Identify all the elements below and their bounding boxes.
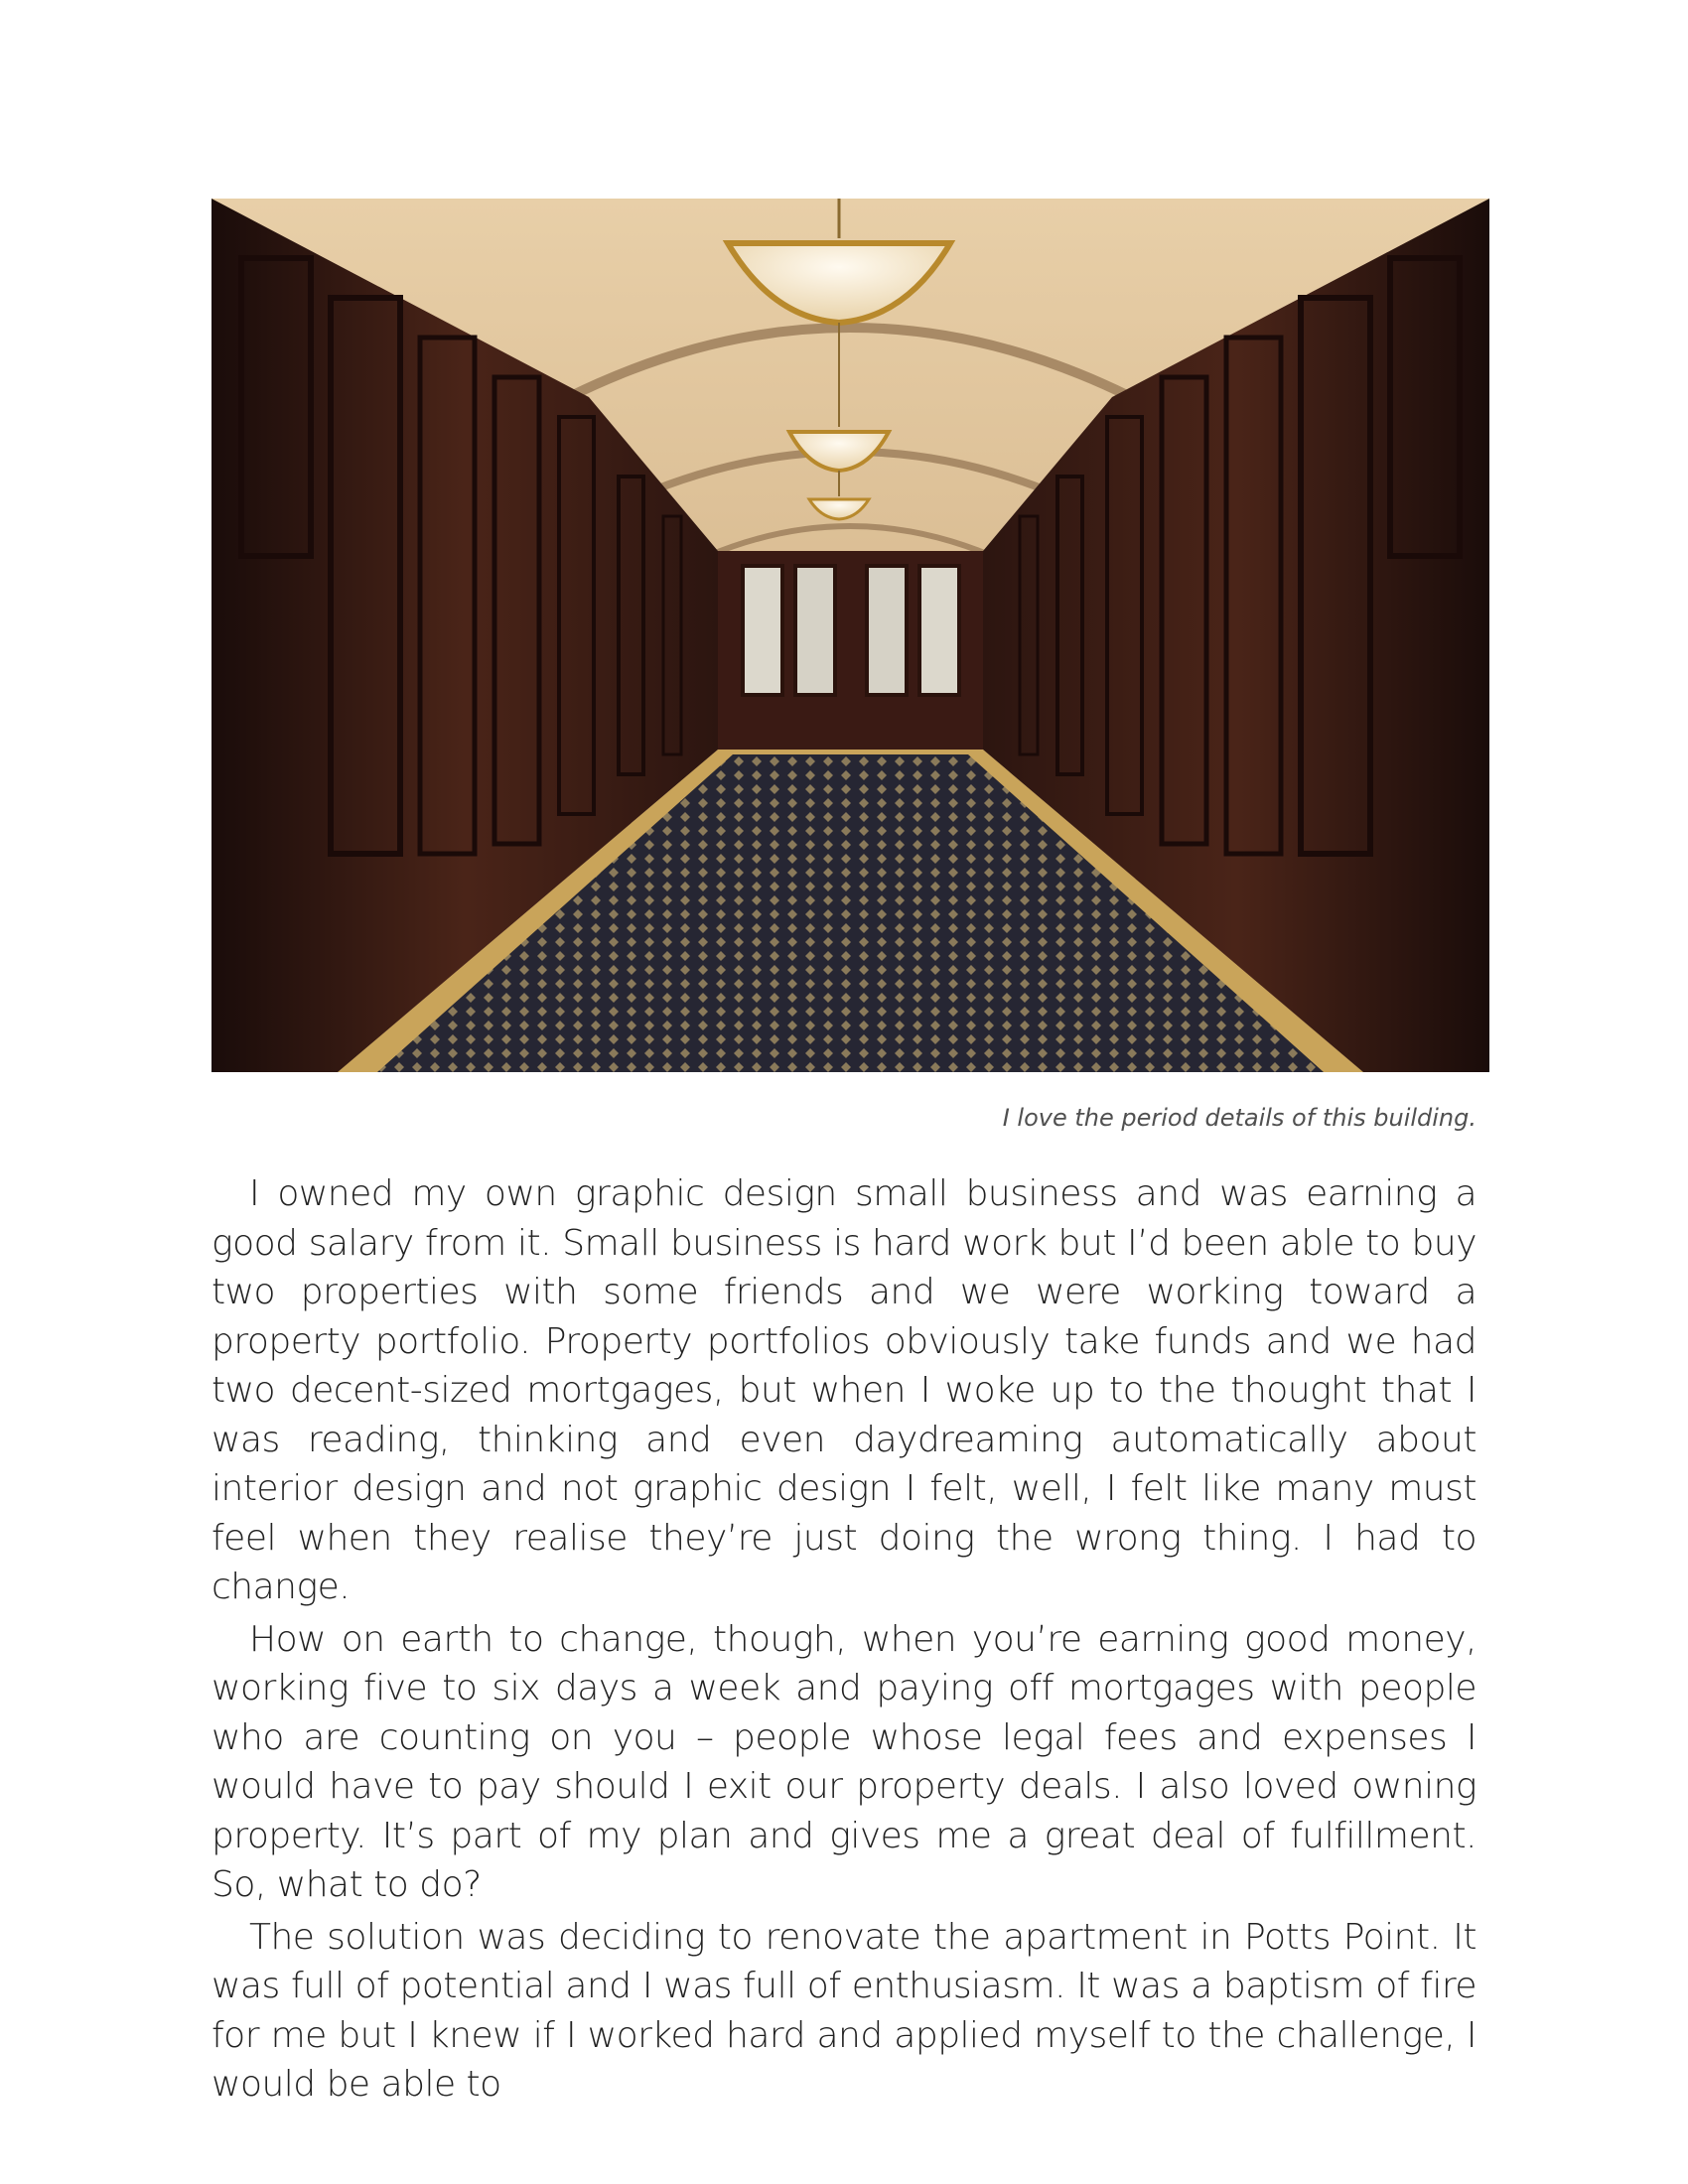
paragraph: The solution was deciding to renovate the apartment in Potts Point. It was full of potential and I was full of enthusiasm. It was a baptism of fire for me but I knew if I worked hard and applied myself to the challenge, I would be able to [211, 1916, 1477, 2105]
photo-caption: I love the period details of this building. [1002, 1104, 1477, 1132]
body-text [211, 1169, 1477, 2113]
paragraph: How on earth to change, though, when you’re earning good money, working five to six days a week and paying off mortgages with people who are counting on you – people whose legal fees and expenses I would have to pay should I exit our property deals. I also loved owning property. It’s part of my plan and gives me a great deal of fulfillment. So, what to do? [211, 1618, 1477, 1905]
hallway-photo [211, 199, 1489, 1072]
paragraph: I owned my own graphic design small business and was earning a good salary from it. Small business is hard work but I’d been able to buy two properties with some friends and we were working toward a property portfolio. Property portfolios obviously take funds and we had two decent-sized mortgages, but when I woke up to the thought that I was reading, thinking and even daydreaming automatically about interior design and not graphic design I felt, well, I felt like many must feel when they realise they’re just doing the wrong thing. I had to change. [211, 1173, 1477, 1607]
